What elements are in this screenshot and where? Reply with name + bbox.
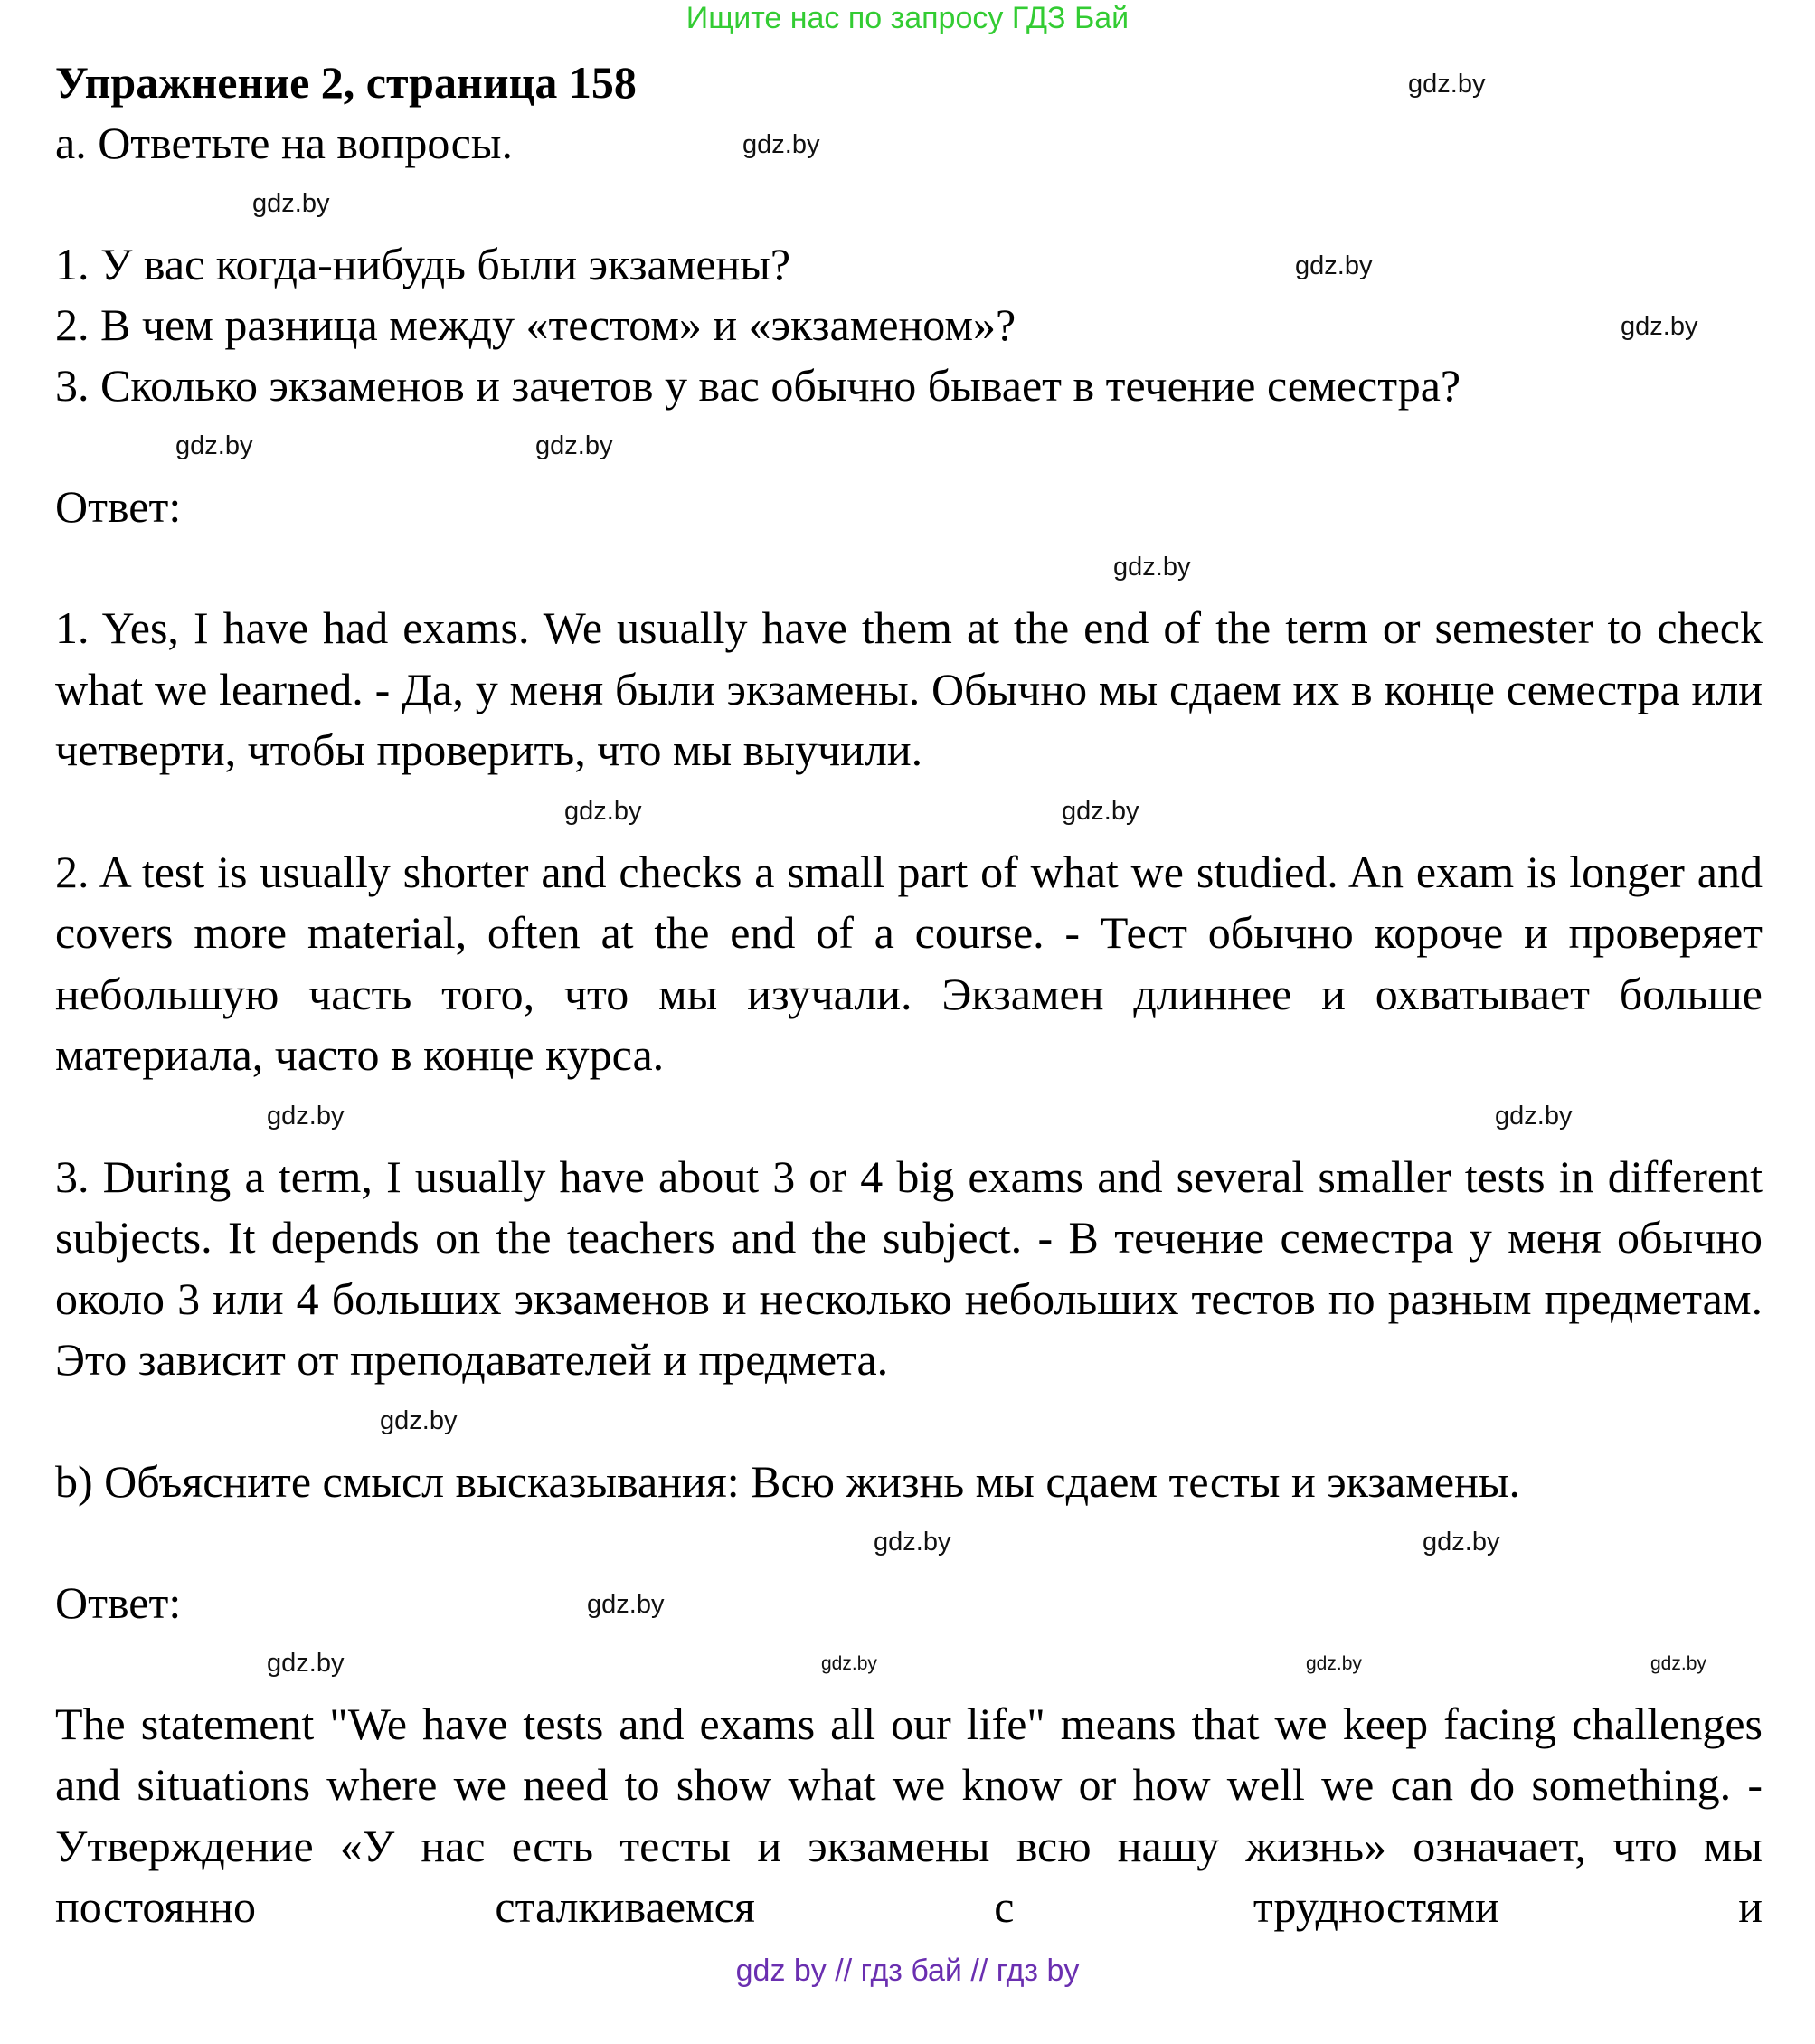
answer-b: The statement "We have tests and exams all our life" means that we keep facing challenges and situations where we need to show what we know or how well we can do something. - Утверждение «У нас есть тесты и экзамены всю нашу жизнь» означает, что мы постоянно сталкиваемся с трудностями и [55,1698,1763,1932]
spacer [55,416,1763,477]
part-b-instruction: b) Объясните смысл высказывания: Всю жизнь мы сдаем тесты и экзамены. [55,1455,1520,1507]
watermark: gdz.by [1423,1527,1500,1557]
question-3: 3. Сколько экзаменов и зачетов у вас обычно бывает в течение семестра? [55,360,1461,411]
spacer [55,1391,1763,1452]
watermark: gdz.by [1295,251,1373,280]
answer-label-b: Ответ: [55,1576,182,1628]
watermark: gdz.by [1495,1101,1573,1131]
spacer [55,174,1763,234]
answer-1: 1. Yes, I have had exams. We usually have them at the end of the term or semester to check what we learned. - Да, у меня были экзамены. Обычно мы сдаем их в конце семестра или четверти, чтобы проверить, что мы выучили. [55,602,1763,775]
watermark: gdz.by [874,1527,951,1557]
watermark: gdz.by [175,431,253,460]
answer-2: 2. A test is usually shorter and checks a small part of what we studied. An exam is longer and covers more material, often at the end of a course. - Тест обычно короче и проверяет небольшую часть того, что мы изучали. Экзамен длиннее и охватывает больше материала, часто в конце курса. [55,846,1763,1080]
answer-label-row-b [55,1573,1763,1633]
watermark: gdz.by [1650,1652,1706,1674]
title-row [55,52,1763,113]
question-2: 2. В чем разница между «тестом» и «экзаменом»? [55,299,1016,350]
answer-3: 3. During a term, I usually have about 3 or 4 big exams and several smaller tests in different subjects. It depends on the teachers and the subject. - В течение семестра у меня обычно около 3 или 4 больших экзаменов и несколько небольших тестов по разным предметам. Это зависит от преподавателей и предмета. [55,1150,1763,1385]
spacer [55,537,1763,598]
question-1: 1. У вас когда-нибудь были экзамены? [55,239,791,289]
watermark: gdz.by [1621,312,1698,341]
instruction-row [55,113,1763,174]
spacer [55,1086,1763,1147]
watermark: gdz.by [267,1101,345,1131]
watermark: gdz.by [1113,553,1191,582]
part-a-instruction: а. Ответьте на вопросы. [55,118,513,168]
watermark: gdz.by [587,1589,665,1619]
spacer [55,781,1763,842]
question-row-1 [55,234,1763,295]
watermark: gdz.by [1306,1652,1362,1674]
watermark: gdz.by [821,1652,877,1674]
page-title: Упражнение 2, страница 158 [55,57,637,108]
watermark: gdz.by [1062,796,1139,826]
watermark: gdz.by [564,796,642,826]
answer-label-a: Ответ: [55,481,182,532]
watermark: gdz.by [252,189,330,218]
watermark: gdz.by [1408,70,1486,99]
document-body [55,0,1763,1938]
watermark: gdz.by [535,431,613,460]
spacer [55,1633,1763,1694]
watermark: gdz.by [267,1648,345,1678]
footer-links[interactable]: gdz by // гдз бай // гдз by [735,1953,1080,1988]
watermark: gdz.by [380,1405,458,1435]
question-row-2 [55,295,1763,355]
search-banner[interactable]: Ищите нас по запросу ГДЗ Бай [685,1,1130,35]
watermark: gdz.by [742,130,820,159]
spacer [55,1512,1763,1573]
